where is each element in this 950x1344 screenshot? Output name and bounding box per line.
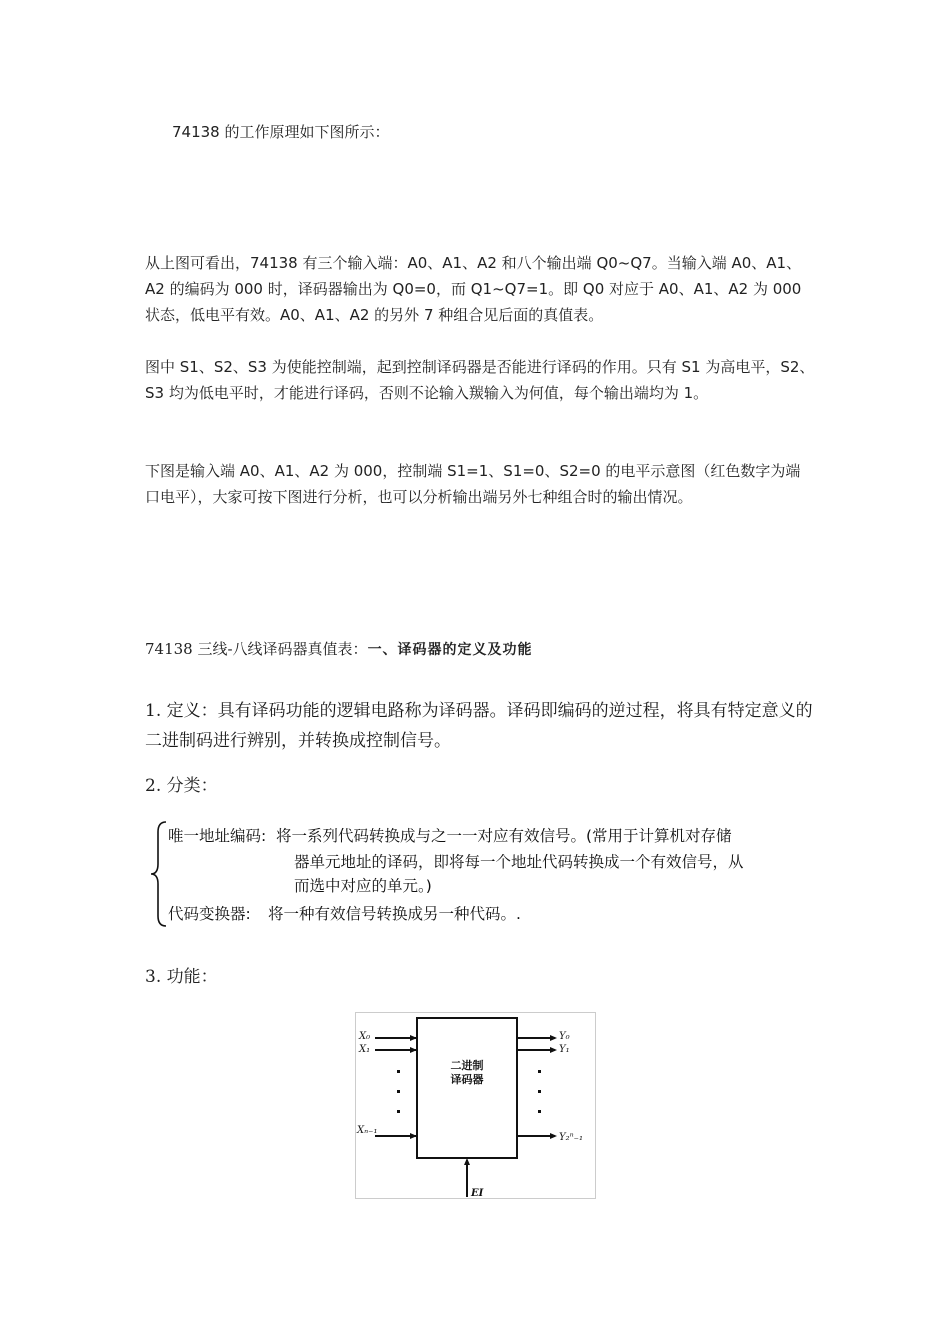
- output-dot-1: [538, 1070, 541, 1073]
- classification-figure: [148, 818, 798, 933]
- unique-address-desc-line1: 将一系列代码转换成与之一一对应有效信号。(常用于计算机对存储: [276, 827, 732, 845]
- code-converter-label: 代码变换器:: [168, 905, 251, 923]
- decoder-diagram-svg: [355, 1012, 597, 1199]
- intro-text: 74138 的工作原理如下图所示：: [172, 123, 390, 141]
- enable-label: EI: [471, 1188, 484, 1199]
- decoder-box-label-2: 译码器: [450, 1073, 484, 1086]
- paragraph-inputs-outputs: 从上图可看出，74138 有三个输入端：A0、A1、A2 和八个输出端 Q0~Q7。当输入端 A0、A1、A2 的编码为 000 时，译码器输出为 Q0=0，而 Q1~Q7=1。即 Q0 对应于 A0、A1、A2 为 000 状态，低电平有效。A0、A1、A2 的另外 7 种组合见后面的真值表。: [145, 254, 802, 324]
- unique-address-desc-line2: 器单元地址的译码，即将每一个地址代码转换成一个有效信号，从: [294, 853, 744, 871]
- output-label-y0: Y₀: [559, 1031, 570, 1042]
- paragraph-level-diagram: 下图是输入端 A0、A1、A2 为 000，控制端 S1=1、S1=0、S2=0 的电平示意图（红色数字为端口电平），大家可按下图进行分析，也可以分析输出端另外七种组合时的输出情况。: [145, 462, 801, 506]
- function-label: 3. 功能：: [145, 967, 218, 987]
- definition-paragraph: 1. 定义：具有译码功能的逻辑电路称为译码器。译码即编码的逆过程，将具有特定意义的二进制码进行辨别，并转换成控制信号。: [145, 701, 813, 751]
- input-dot-3: [397, 1110, 400, 1113]
- output-dot-2: [538, 1090, 541, 1093]
- code-converter-desc: 将一种有效信号转换成另一种代码。.: [268, 905, 521, 923]
- binary-decoder-diagram: [355, 1012, 597, 1199]
- output-label-y1: Y₁: [559, 1044, 570, 1055]
- output-dot-3: [538, 1110, 541, 1113]
- section-title: 一、译码器的定义及功能: [367, 642, 533, 658]
- unique-address-label: 唯一地址编码:: [168, 827, 267, 845]
- input-label-xn: Xₙ₋₁: [357, 1125, 378, 1136]
- truth-table-heading: [145, 636, 815, 663]
- unique-address-desc-line3: 而选中对应的单元。): [294, 877, 432, 895]
- output-label-yn: Y₂ⁿ₋₁: [559, 1132, 583, 1143]
- input-label-x1: X₁: [359, 1044, 371, 1055]
- truth-table-title: 74138 三线-八线译码器真值表：: [145, 640, 368, 658]
- curly-brace-icon: [148, 818, 170, 930]
- decoder-box-label-1: 二进制: [450, 1059, 484, 1072]
- decoder-box: [417, 1018, 517, 1158]
- input-dot-1: [397, 1070, 400, 1073]
- input-dot-2: [397, 1090, 400, 1093]
- input-label-x0: X₀: [359, 1031, 371, 1042]
- paragraph-enable-control: 图中 S1、S2、S3 为使能控制端，起到控制译码器是否能进行译码的作用。只有 S1 为高电平，S2、S3 均为低电平时，才能进行译码，否则不论输入羰输入为何值，每个输出端均为 1。: [145, 358, 815, 402]
- classification-label: 2. 分类：: [145, 776, 218, 796]
